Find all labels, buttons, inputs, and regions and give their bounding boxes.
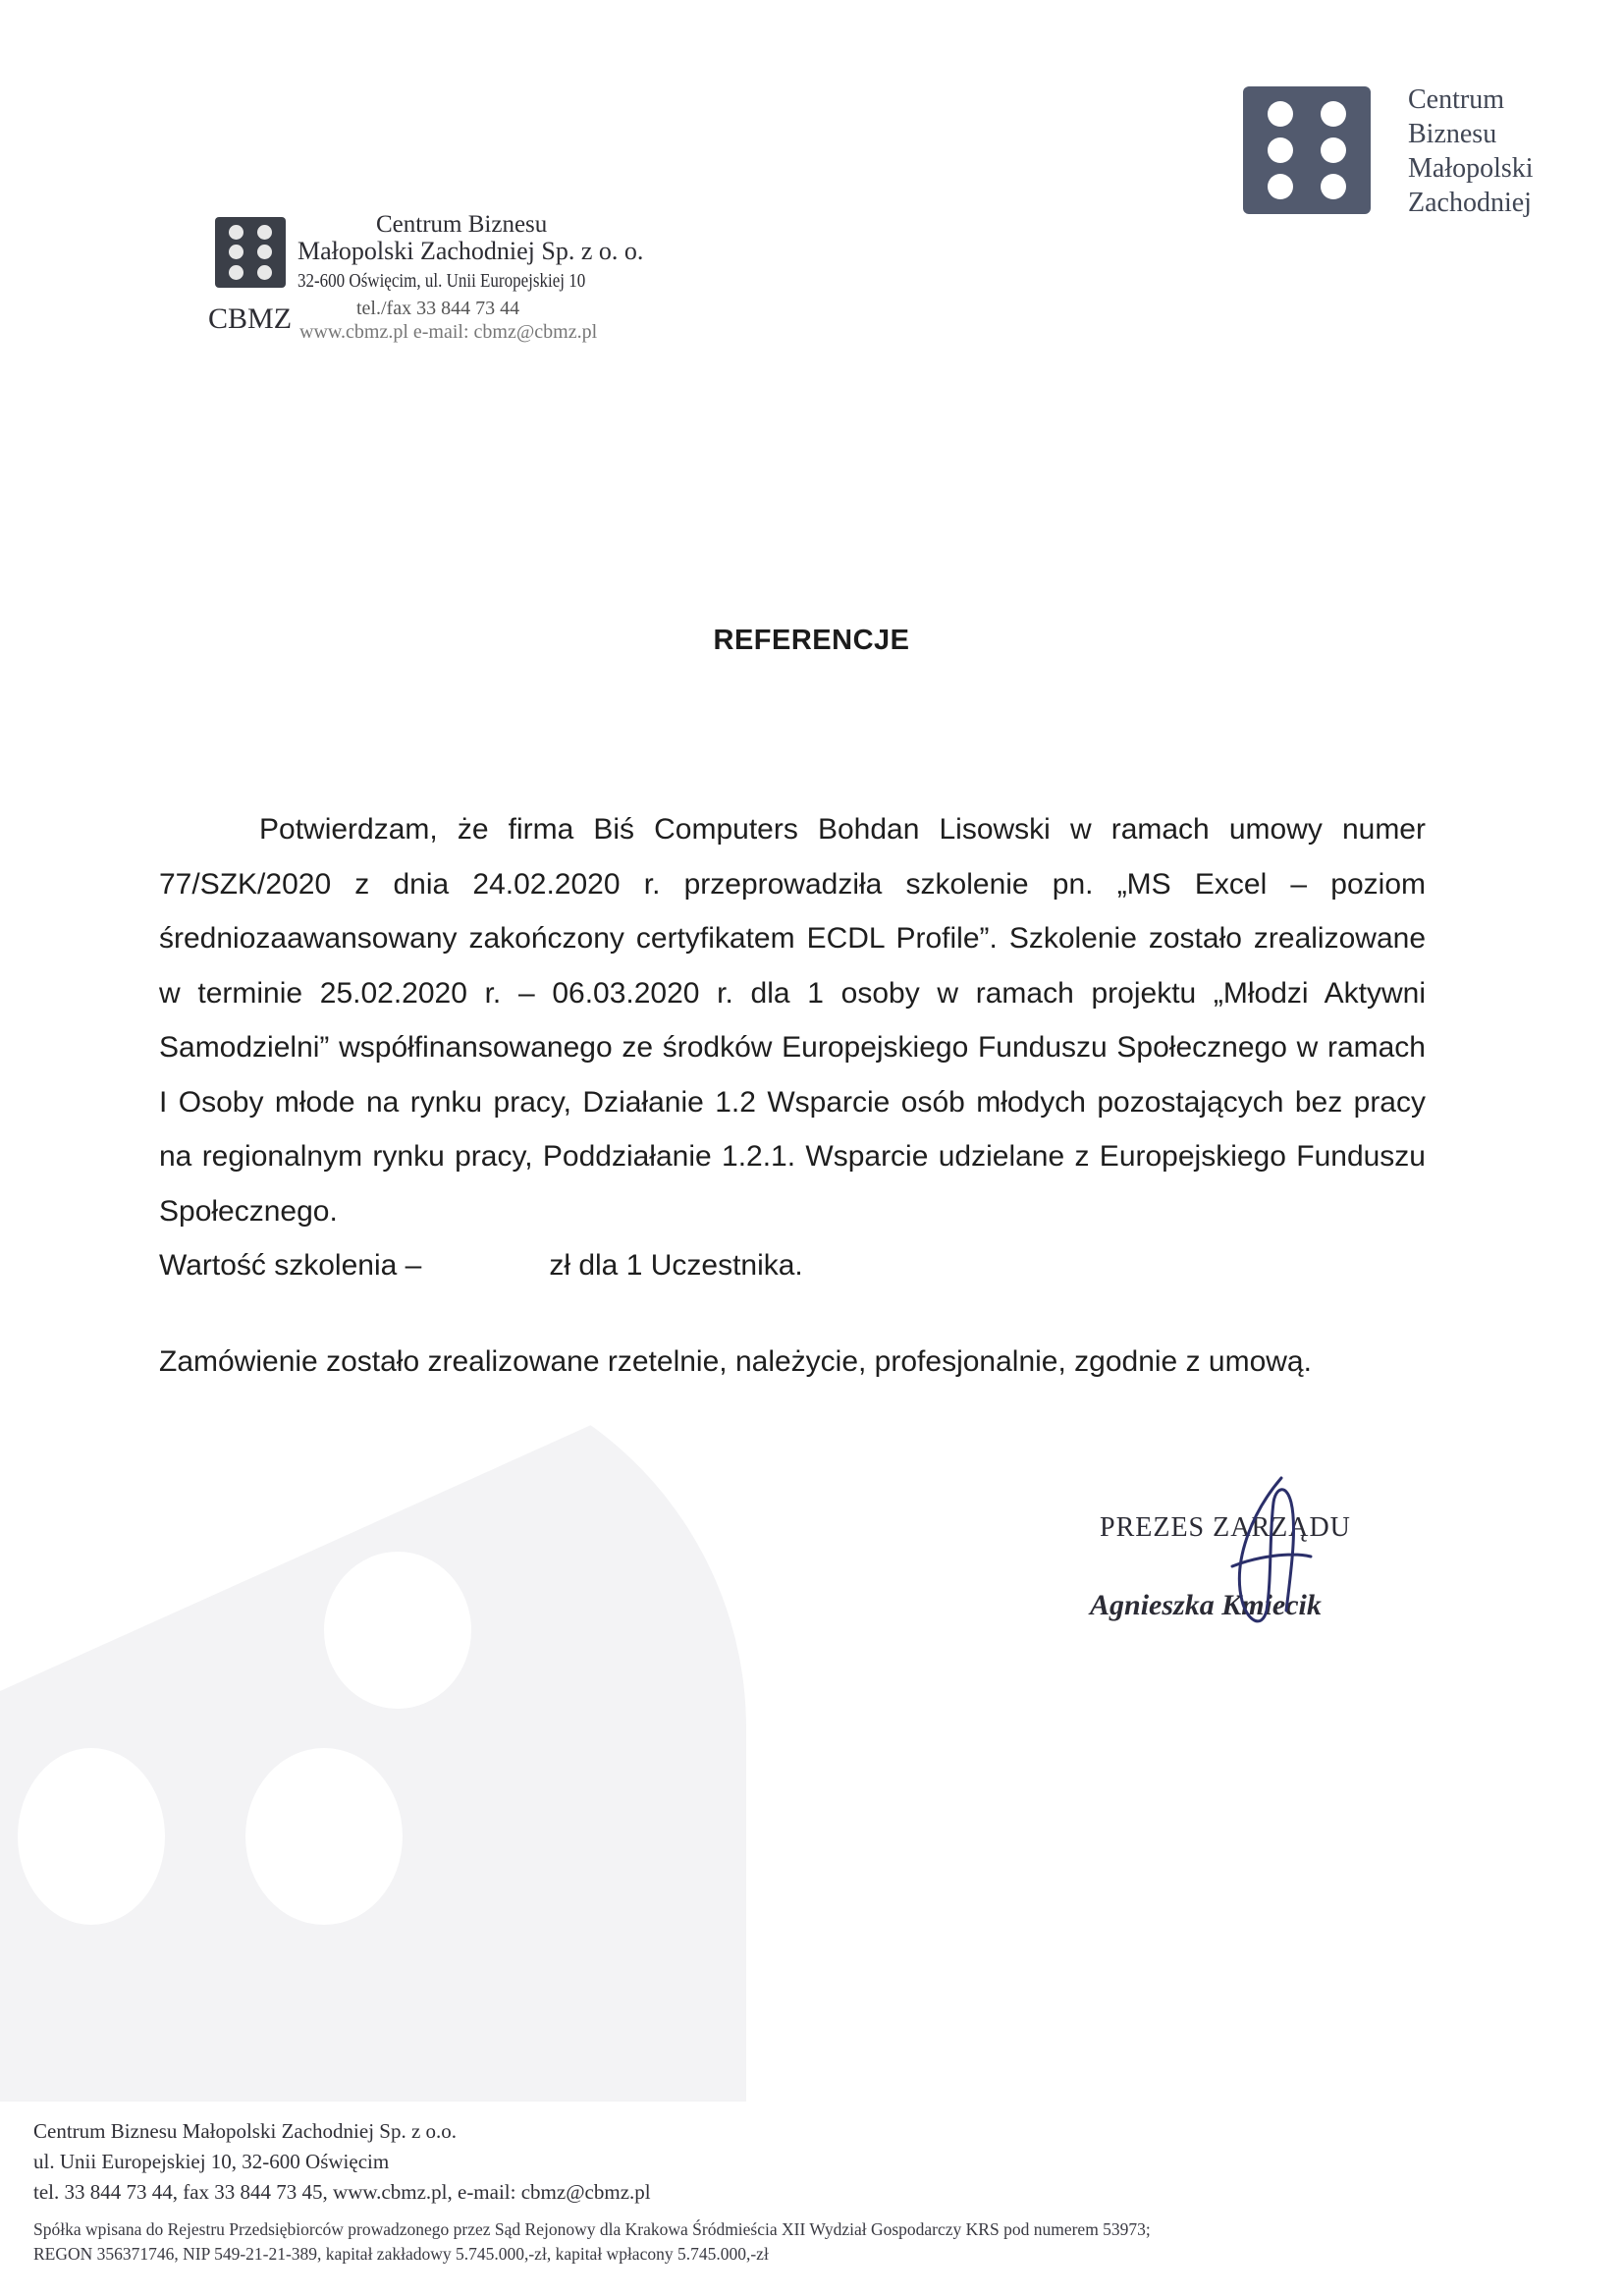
footer-line-1: Centrum Biznesu Małopolski Zachodniej Sp. z o.o. [33, 2119, 458, 2143]
logo-dot [1321, 101, 1346, 127]
company-stamp [208, 211, 644, 343]
logo-dot [1321, 174, 1346, 199]
document-title: REFERENCJE [713, 625, 910, 656]
letterhead-line: Zachodniej [1408, 188, 1532, 218]
company-logo [1243, 86, 1371, 214]
letterhead-line: Biznesu [1408, 119, 1497, 149]
closing-sentence: Zamówienie zostało zrealizowane rzetelnie, należycie, profesjonalnie, zgodnie z umową. [159, 1345, 1312, 1378]
logo-dot [1268, 174, 1293, 199]
stamp-line-3: 32-600 Oświęcim, ul. Unii Europejskiej 10 [298, 270, 586, 292]
logo-dot [1268, 101, 1293, 127]
footer-address [33, 2116, 651, 2208]
stamp-line-5: www.cbmz.pl e-mail: cbmz@cbmz.pl [299, 321, 598, 343]
signature-role: PREZES ZARZĄDU [1100, 1512, 1351, 1543]
handwritten-signature [1213, 1473, 1321, 1640]
footer-line-3: tel. 33 844 73 44, fax 33 844 73 45, www.cbmz.pl, e-mail: cbmz@cbmz.pl [33, 2180, 651, 2204]
stamp-line-1: Centrum Biznesu [376, 211, 548, 238]
letter-body [159, 802, 1426, 1293]
letterhead-line: Centrum [1408, 84, 1504, 115]
letterhead-line: Małopolski [1408, 153, 1534, 184]
logo-dot [1321, 137, 1346, 163]
footer-legal [33, 2217, 1595, 2267]
signature-name: Agnieszka Kmiecik [1090, 1589, 1322, 1621]
stamp-logo [215, 217, 286, 288]
value-suffix: zł dla 1 Uczestnika. [549, 1249, 803, 1282]
value-line [159, 1238, 1426, 1293]
legal-line-2: REGON 356371746, NIP 549-21-21-389, kapitał zakładowy 5.745.000,-zł, kapitał wpłacony 5.745.000,-zł [33, 2244, 769, 2264]
legal-line-1: Spółka wpisana do Rejestru Przedsiębiorców prowadzonego przez Sąd Rejonowy dla Krakowa Śródmieścia XII Wydział Gospodarczy KRS pod numerem 53973; [33, 2219, 1151, 2239]
stamp-line-4: tel./fax 33 844 73 44 [356, 298, 520, 319]
stamp-abbr: CBMZ [208, 302, 293, 335]
stamp-line-2: Małopolski Zachodniej Sp. z o. o. [298, 237, 644, 265]
footer-line-2: ul. Unii Europejskiej 10, 32-600 Oświęcim [33, 2150, 390, 2173]
letterhead-company-name [1408, 82, 1604, 220]
logo-dot [1268, 137, 1293, 163]
value-label: Wartość szkolenia – [159, 1249, 422, 1282]
body-paragraph: Potwierdzam, że firma Biś Computers Bohdan Lisowski w ramach umowy numer 77/SZK/2020 z dnia 24.02.2020 r. przeprowadziła szkolenie pn. „MS Excel – poziom średniozaawansowany zakończony certyfikatem ECDL Profile”. Szkolenie zostało zrealizowane w terminie 25.02.2020 r. – 06.03.2020 r. dla 1 osoby w ramach projektu „Młodzi Aktywni Samodzielni” współfinansowanego ze środków Europejskiego Funduszu Społecznego w ramach I Osoby młode na rynku pracy, Działanie 1.2 Wsparcie osób młodych pozostających bez pracy na regionalnym rynku pracy, Poddziałanie 1.2.1. Wsparcie udzielane z Europejskiego Funduszu Społecznego. [159, 813, 1426, 1228]
